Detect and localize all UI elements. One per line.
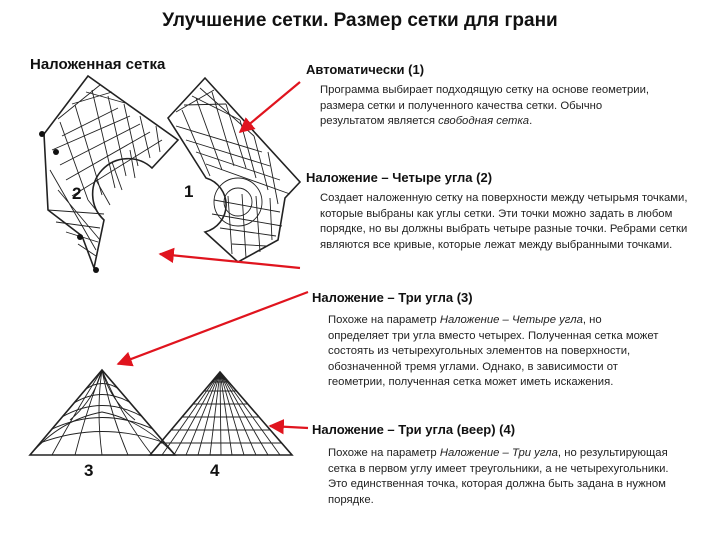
- text-automatic: [320, 83, 660, 130]
- slide-title: Улучшение сетки. Размер сетки для грани: [162, 10, 558, 31]
- arrow-to-figure-3: [118, 292, 308, 364]
- heading-three-corner: Наложение – Три угла (3): [312, 290, 473, 305]
- text-three-corner-fan-part-1: Похоже на параметр: [328, 447, 440, 459]
- figure-label-3: 3: [84, 461, 94, 480]
- text-three-corner-fan-part-2: , но результирующая сетка в первом углу имеет треугольники, а не четырехугольники. Это единственная точка, которая должна быть задана в нужном порядке.: [328, 447, 669, 506]
- figure-label-4: 4: [210, 461, 220, 480]
- figure-label-1: 1: [184, 182, 194, 201]
- text-four-corner-part-1: Создает наложенную сетку на поверхности между четырьмя точками, которые выбраны как углы сетки. Эти точки можно задать в любом порядке, но вы должны выбрать четыре разные точки. Ребрами сетки являются все кривые, которые лежат между выбранными точками.: [320, 192, 688, 251]
- text-four-corner: [320, 191, 692, 253]
- heading-four-corner: Наложение – Четыре угла (2): [306, 170, 493, 185]
- arrow-to-figure-1: [240, 82, 300, 132]
- arrow-to-figure-2: [160, 254, 300, 268]
- arrow-to-figure-4: [270, 426, 308, 428]
- figure-mesh-4: [150, 372, 292, 455]
- text-three-corner-part-2: , но определяет три угла вместо четырех. Полученная сетка может состоять из четырехугольных элементов на поверхности, обозначенной тремя углами. Однако, в зависимости от геометрии, полученная сетка может иметь искажения.: [328, 314, 659, 389]
- text-three-corner-fan: [328, 446, 690, 508]
- text-automatic-emphasis: свободная сетка: [438, 115, 530, 128]
- heading-three-corner-fan: Наложение – Три угла (веер) (4): [312, 422, 516, 437]
- text-three-corner-part-1: Похоже на параметр: [328, 314, 440, 326]
- text-automatic-part-2: .: [529, 115, 533, 128]
- figure-mesh-1: [168, 78, 300, 262]
- figure-label-2: 2: [72, 184, 82, 203]
- heading-automatic: Автоматически (1): [306, 62, 425, 77]
- figure-mesh-2: [44, 76, 178, 268]
- subtitle-mapped-mesh: Наложенная сетка: [30, 56, 166, 73]
- text-automatic-part-1: Программа выбирает подходящую сетку на основе геометрии, размера сетки и полученного качества сетки. Обычно результатом является: [320, 84, 650, 128]
- text-three-corner-fan-emphasis: Наложение – Три угла: [439, 447, 558, 459]
- figure-mesh-3: [30, 370, 175, 455]
- text-three-corner: [328, 313, 664, 391]
- text-three-corner-emphasis: Наложение – Четыре угла: [439, 314, 583, 326]
